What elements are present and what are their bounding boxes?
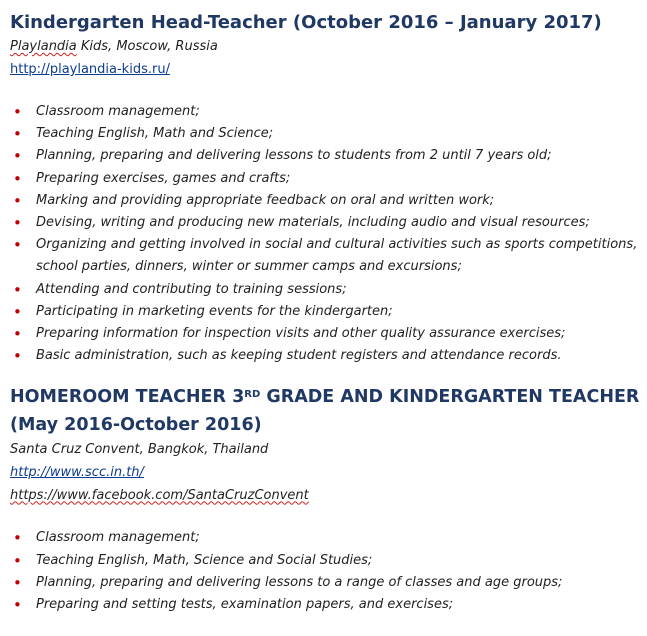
job1-employer bbox=[10, 36, 647, 58]
spacer bbox=[10, 81, 647, 101]
list-item: • Preparing exercises, games and crafts; bbox=[10, 168, 647, 190]
job2-title-superscript: RD bbox=[244, 389, 261, 401]
job2-title-part2: GRADE AND KINDERGARTEN TEACHER bbox=[260, 387, 640, 408]
list-item: • Classroom management; bbox=[10, 101, 647, 123]
job1-employer-location: Kids, Moscow, Russia bbox=[76, 39, 218, 54]
list-item: • Participating in marketing events for the kindergarten; bbox=[10, 301, 647, 323]
list-item: • Classroom management; bbox=[10, 527, 647, 549]
spacer bbox=[10, 507, 647, 527]
list-item: • Marking and providing appropriate feedback on oral and written work; bbox=[10, 190, 647, 212]
list-item: • Teaching English, Math and Science; bbox=[10, 123, 647, 145]
list-item: • Teaching English, Math, Science and Social Studies; bbox=[10, 550, 647, 572]
job2-employer: Santa Cruz Convent, Bangkok, Thailand bbox=[10, 442, 269, 458]
list-item: • Basic administration, such as keeping student registers and attendance records. bbox=[10, 345, 647, 367]
job2-website-link[interactable]: http://www.scc.in.th/ bbox=[10, 465, 144, 481]
list-item: • Organizing and getting involved in social and cultural activities such as sports competitions, school parties, dinners, winter or summer camps and excursions; bbox=[10, 234, 647, 278]
job2-dates: (May 2016-October 2016) bbox=[10, 415, 262, 436]
list-item: • Preparing and setting tests, examination papers, and exercises; bbox=[10, 594, 647, 616]
job1-duties-list bbox=[10, 101, 647, 367]
list-item: • Devising, writing and producing new materials, including audio and visual resources; bbox=[10, 212, 647, 234]
list-item: • Preparing information for inspection visits and other quality assurance exercises; bbox=[10, 323, 647, 345]
job2-duties-list bbox=[10, 527, 647, 616]
spacer bbox=[10, 367, 647, 383]
job2-title-part1: HOMEROOM TEACHER 3 bbox=[10, 387, 245, 408]
list-item: • Attending and contributing to training sessions; bbox=[10, 279, 647, 301]
list-item: • Planning, preparing and delivering lessons to students from 2 until 7 years old; bbox=[10, 145, 647, 167]
job1-employer-name: Playlandia bbox=[10, 39, 77, 54]
job2-facebook-link[interactable]: https://www.facebook.com/SantaCruzConvent bbox=[10, 488, 309, 504]
job2-title bbox=[10, 383, 647, 411]
job1-website-link[interactable]: http://playlandia-kids.ru/ bbox=[10, 62, 170, 77]
job1-title: Kindergarten Head-Teacher (October 2016 – January 2017) bbox=[10, 12, 602, 33]
list-item: • Planning, preparing and delivering lessons to a range of classes and age groups; bbox=[10, 572, 647, 594]
